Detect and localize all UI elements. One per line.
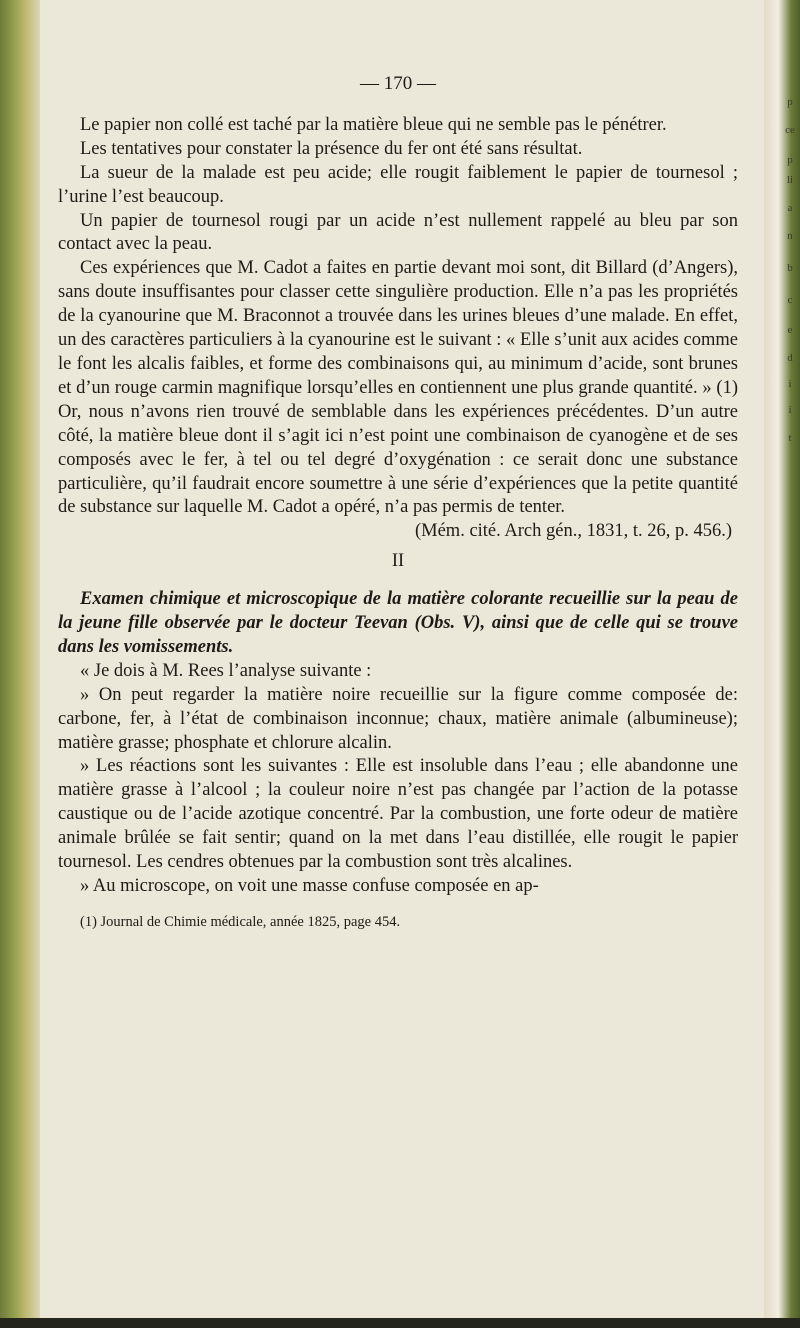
margin-fragment: e: [787, 324, 793, 336]
margin-fragment: d: [787, 352, 793, 364]
paragraph: » Au microscope, on voit une masse confuse composée en ap-: [80, 876, 539, 896]
left-page-edge: [0, 0, 40, 1328]
citation-reference: (Mém. cité. Arch gén., 1831, t. 26, p. 456.): [414, 521, 732, 542]
margin-fragment: i: [788, 404, 792, 416]
paragraph: Ces expériences que M. Cadot a faites en partie devant moi sont, dit Billard (d’Angers), sans doute insuffisantes pour classer cette singulière production. Elle n’a pas les propriétés de la cyanourine que M. Braconnot a trouvée dans les urines bleues d’une malade. En effet, un des caractères particuliers à la cyanourine est le suivant : « Elle s’unit aux acides comme le font les alcalis faibles, et forme des combinaisons qui, au minimum d’acide, sont brunes et d’un rouge carmin magnifique lorsqu’elles en contiennent une plus grande quantité. » (1) Or, nous n’avons rien trouvé de semblable dans les expériences précédentes. D’un autre côté, la matière bleue dont il s’agit ici n’est point une combinaison de cyanogène et de ses composés avec le fer, à tel ou tel degré d’oxygénation : ce serait donc une substance particulière, qu’il faudrait encore soumettre à une série d’expériences que la petite quantité de substance sur laquelle M. Cadot a opéré, n’a pas permis de tenter.: [58, 258, 738, 518]
paragraph: » On peut regarder la matière noire recueillie sur la figure comme composée de: carbone, fer, à l’état de combinaison inconnue; chaux, matière animale (albumineuse); matière grasse; phosphate et chlorure alcalin.: [58, 684, 738, 753]
section-title: Examen chimique et microscopique de la matière colorante recueillie sur la peau de la jeune fille observée par le docteur Teevan (Obs. V), ainsi que de celle qui se trouve dans les vomissements.: [58, 589, 738, 657]
bottom-page-edge: [0, 1318, 800, 1328]
right-page-edge: [764, 0, 800, 1328]
paragraph: La sueur de la malade est peu acide; elle rougit faiblement le papier de tournesol ; l’urine l’est beaucoup.: [58, 162, 738, 207]
paragraph: Le papier non collé est taché par la matière bleue qui ne semble pas le pénétrer.: [80, 114, 667, 135]
margin-fragment: ce: [785, 124, 795, 136]
paragraph: Les tentatives pour constater la présence du fer ont été sans résultat.: [80, 138, 583, 159]
margin-fragment: p: [787, 96, 793, 108]
margin-fragment: a: [787, 202, 793, 214]
margin-fragment: i: [788, 378, 792, 390]
paragraph: « Je dois à M. Rees l’analyse suivante :: [80, 660, 372, 681]
document-page: [58, 72, 738, 1312]
footnote: (1) Journal de Chimie médicale, année 1825, page 454.: [80, 913, 401, 930]
margin-fragment: b: [787, 262, 793, 274]
paragraph: » Les réactions sont les suivantes : Elle est insoluble dans l’eau ; elle abandonne une matière grasse à l’alcool ; la couleur noire n’est pas changée par l’action de la potasse caustique ou de l’acide azotique concentré. Par la combustion, une forte odeur de matière animale brûlée se fait sentir; quand on la met dans l’eau distillée, elle rougit le papier tournesol. Les cendres obtenues par la combustion sont très alcalines.: [58, 756, 738, 873]
margin-fragment: c: [787, 294, 793, 306]
margin-fragment: p: [787, 154, 793, 166]
margin-fragment: n: [787, 230, 793, 242]
page-number: — 170 —: [360, 73, 436, 94]
margin-fragment: t: [788, 432, 792, 444]
paragraph: Un papier de tournesol rougi par un acide n’est nullement rappelé au bleu par son contact avec la peau.: [58, 210, 738, 255]
margin-fragment: li: [786, 174, 794, 186]
section-number: II: [391, 551, 405, 572]
